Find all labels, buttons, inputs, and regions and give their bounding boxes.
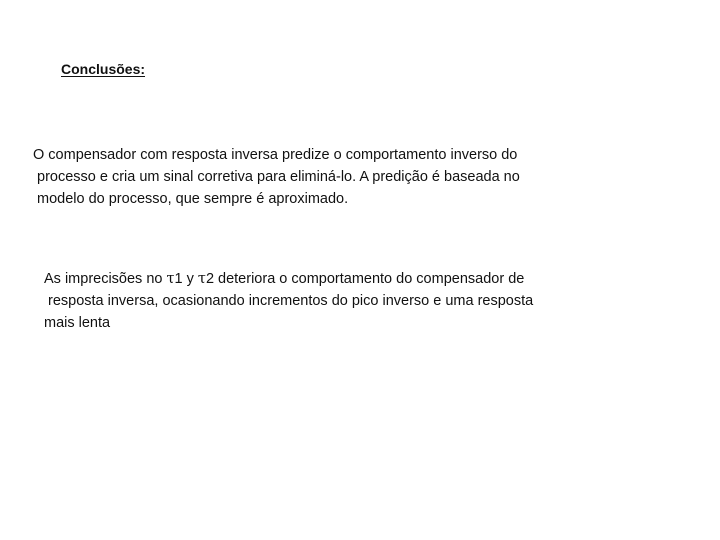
paragraph-line: resposta inversa, ocasionando incrementos do pico inverso e uma resposta: [48, 293, 534, 309]
paragraph-imprecision: [44, 268, 533, 334]
tau-symbol: τ: [197, 271, 206, 287]
paragraph-prediction: [33, 144, 520, 210]
slide-title: Conclusões:: [61, 61, 146, 77]
text-segment: 1 y: [174, 271, 198, 287]
paragraph-line: [44, 268, 533, 290]
tau-symbol: τ: [166, 271, 175, 287]
text-segment: As imprecisões no: [44, 271, 167, 287]
paragraph-line: processo e cria um sinal corretiva para eliminá-lo. A predição é baseada no: [37, 169, 520, 185]
text-segment: 2 deteriora o comportamento do compensador de: [205, 271, 525, 287]
paragraph-line: modelo do processo, que sempre é aproximado.: [37, 191, 349, 207]
paragraph-line: O compensador com resposta inversa predize o comportamento inverso do: [33, 147, 518, 163]
paragraph-line: mais lenta: [44, 315, 111, 331]
